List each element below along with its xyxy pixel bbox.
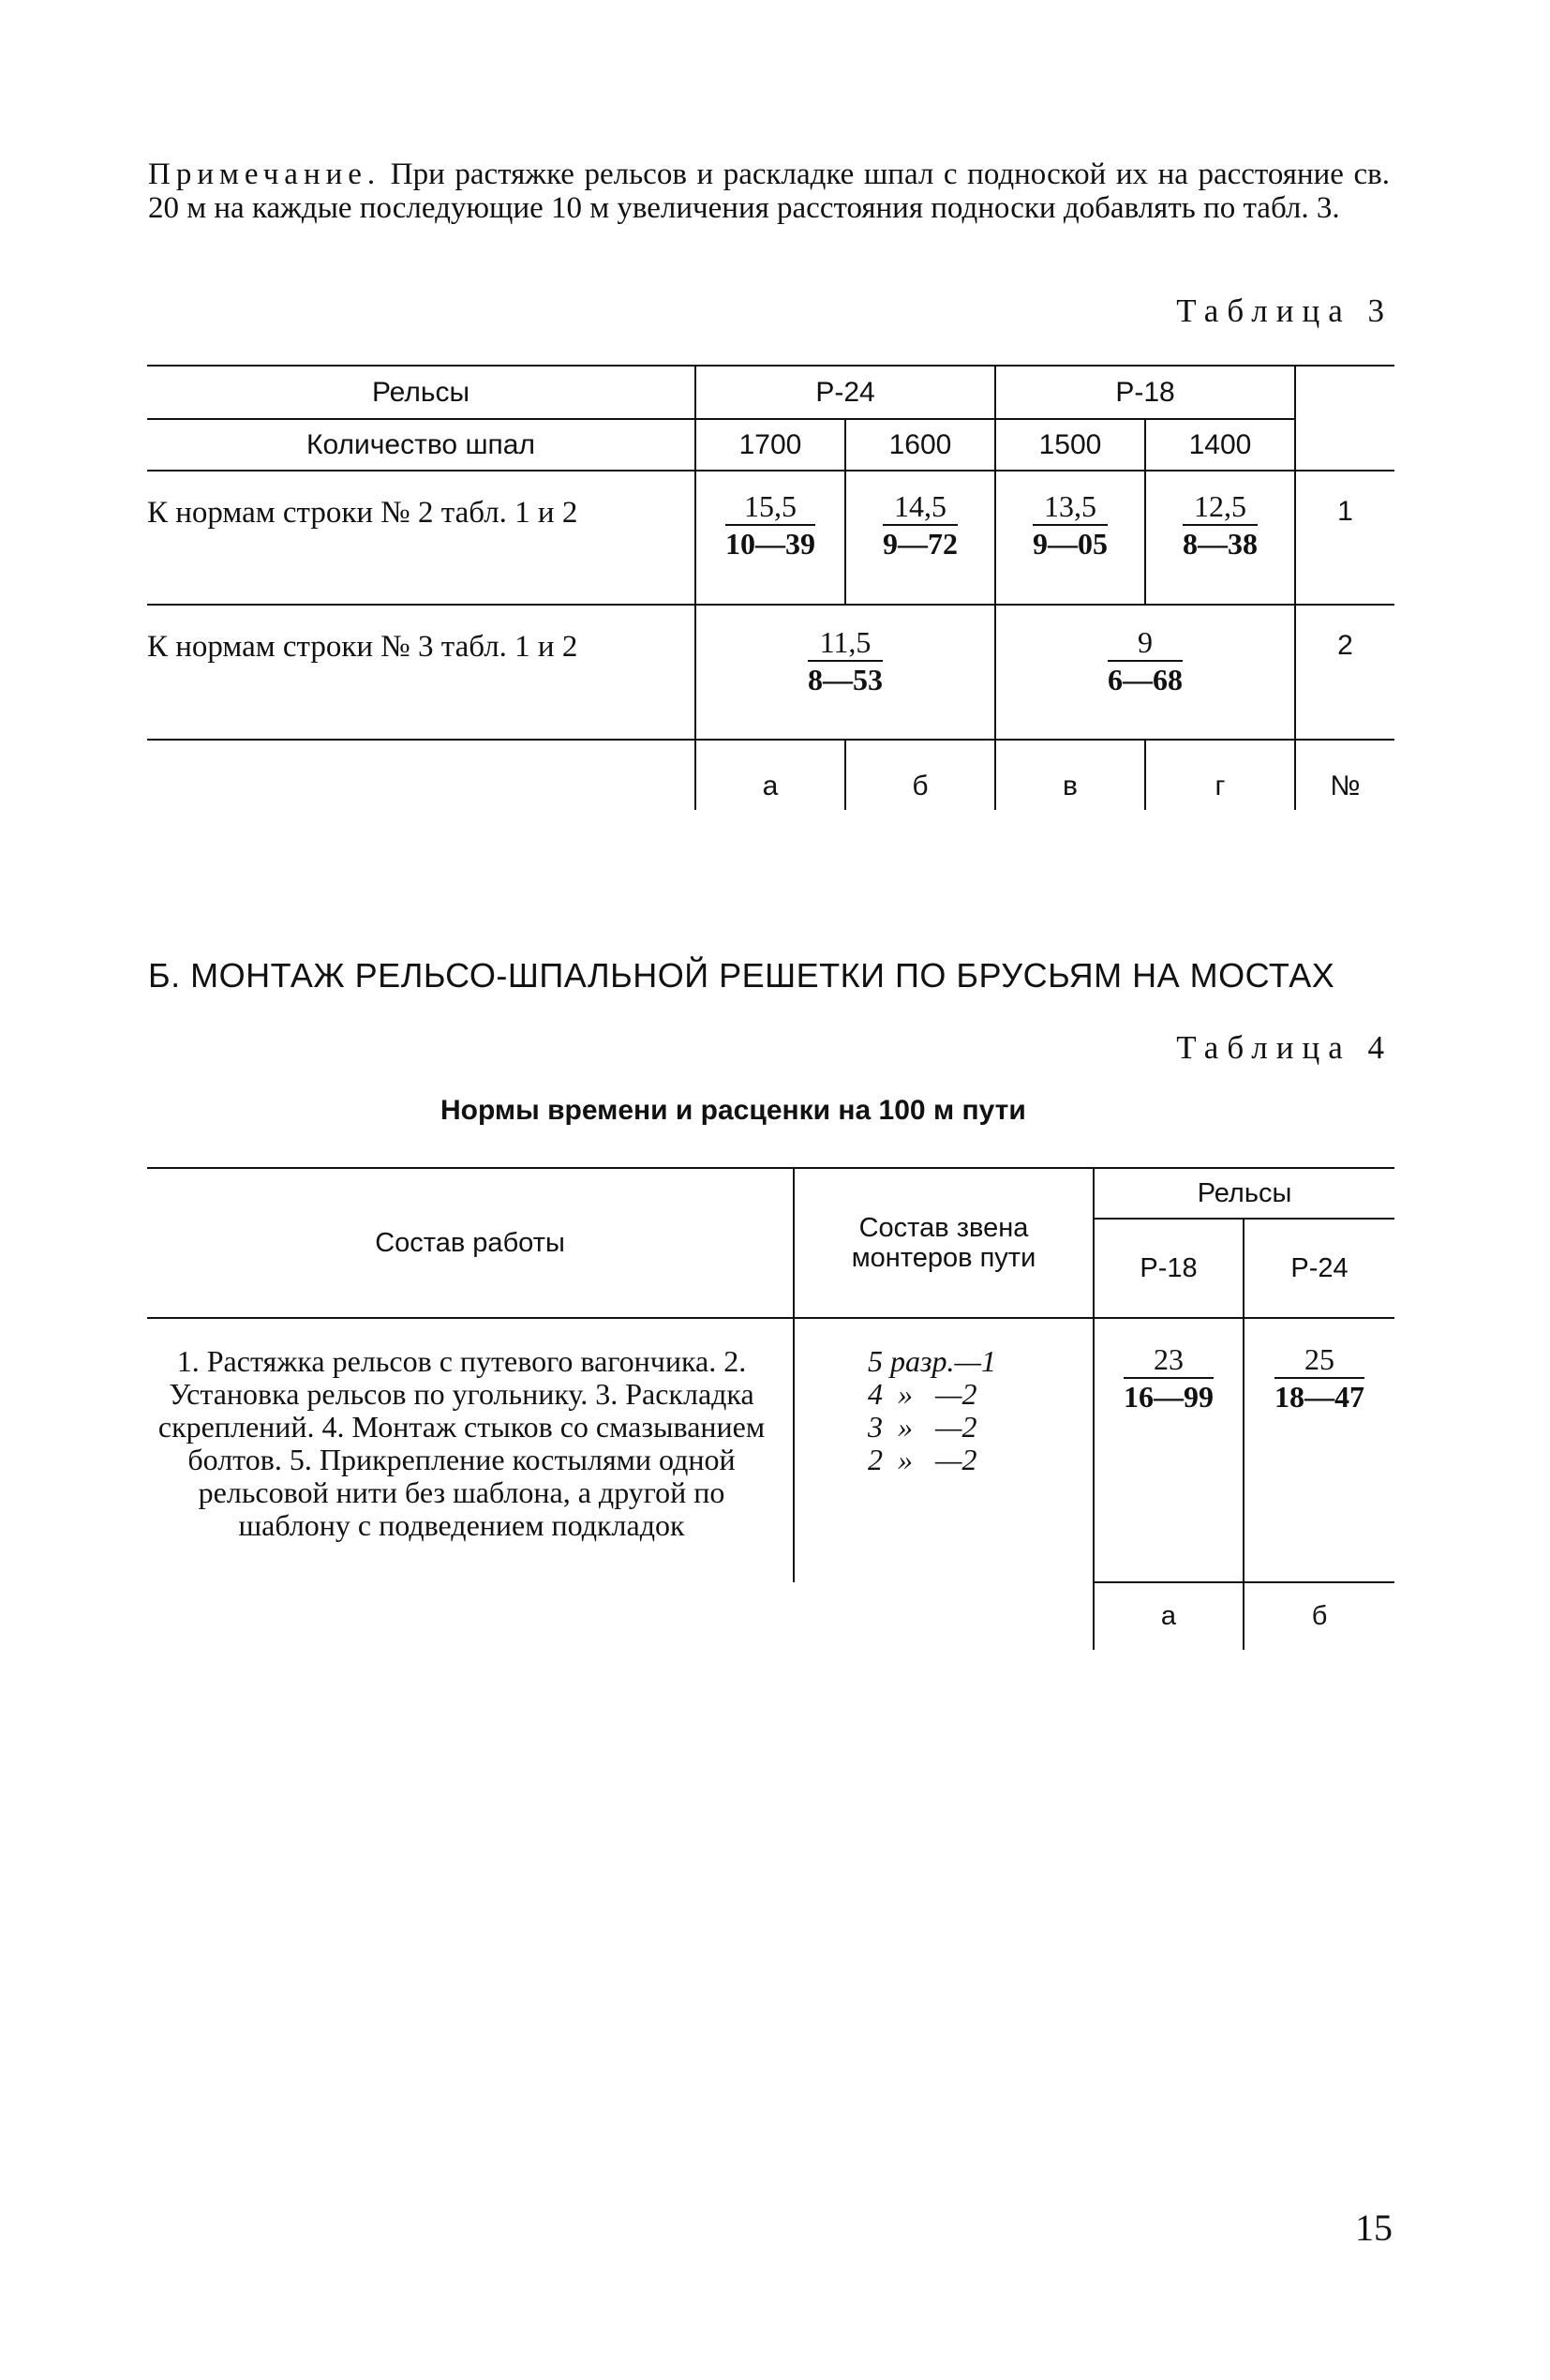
table3-caption: Таблица 3 <box>1176 292 1393 329</box>
t3-letter-g: г <box>1145 740 1295 810</box>
t3-row1-a-rate: 10—39 <box>725 527 815 561</box>
note-label: Примечание. <box>148 157 381 191</box>
t3-header-p24: Р-24 <box>695 366 995 419</box>
t4-p18-norm: 23 <box>1124 1341 1214 1379</box>
t3-footer-blank <box>147 740 695 810</box>
t3-row1-g-norm: 12,5 <box>1183 488 1258 526</box>
t3-sleepers-1400: 1400 <box>1145 419 1295 471</box>
t3-letter-b: б <box>845 740 995 810</box>
t4-header-p24: Р-24 <box>1244 1219 1394 1318</box>
t3-row2-p24-norm: 11,5 <box>808 624 883 662</box>
t3-row2-p18-rate: 6—68 <box>1108 663 1183 696</box>
t3-row1-no: 1 <box>1295 471 1394 605</box>
t4-header-p18: Р-18 <box>1094 1219 1244 1318</box>
t4-header-rails: Рельсы <box>1094 1168 1394 1219</box>
t3-row1-a-norm: 15,5 <box>725 488 815 526</box>
t3-row1-v-norm: 13,5 <box>1033 488 1108 526</box>
t3-sleepers-1500: 1500 <box>995 419 1145 471</box>
t3-row2-no: 2 <box>1295 605 1394 740</box>
t3-letter-no: № <box>1330 771 1361 801</box>
table-3 <box>147 365 1394 810</box>
t3-row2-cell-p24 <box>695 605 995 740</box>
t3-row1-cell-v <box>995 471 1145 605</box>
t4-p24-rate: 18—47 <box>1274 1380 1364 1414</box>
t3-row1-cell-b <box>845 471 995 605</box>
t3-header-p18: Р-18 <box>995 366 1295 419</box>
t3-row1-cell-a <box>695 471 845 605</box>
t4-p18-rate: 16—99 <box>1124 1380 1214 1414</box>
t4-cell-p24 <box>1244 1318 1394 1582</box>
t3-row1-b-norm: 14,5 <box>883 488 958 526</box>
table-4 <box>147 1167 1394 1650</box>
t3-row2-p24-rate: 8—53 <box>808 663 883 696</box>
t3-sleepers-1600: 1600 <box>845 419 995 471</box>
t4-cell-p18 <box>1094 1318 1244 1582</box>
t3-row2-cell-p18 <box>995 605 1295 740</box>
t4-header-crew: Состав звена монтеров пути <box>794 1168 1094 1318</box>
section-b-heading: Б. МОНТАЖ РЕЛЬСО-ШПАЛЬНОЙ РЕШЕТКИ ПО БРУСЬЯМ НА МОСТАХ <box>148 956 1335 995</box>
t4-work-text: 1. Растяжка рельсов с путевого вагончика. 2. Установка рельсов по угольнику. 3. Раскладка скреплений. 4. Монтаж стыков со смазыванием болтов. 5. Прикрепление костылями одной рельсовой нити без шаблона, а другой по шаблону с подведением подкладок <box>147 1318 794 1582</box>
page-number: 15 <box>1355 2207 1393 2249</box>
t3-header-sleepers: Количество шпал <box>147 419 695 471</box>
t4-p24-norm: 25 <box>1274 1341 1364 1379</box>
t4-crew <box>794 1318 1094 1582</box>
t4-crew-line-4: 2 » —2 <box>868 1443 977 1476</box>
table4-subtitle: Нормы времени и расценки на 100 м пути <box>440 1095 1026 1126</box>
note-paragraph <box>148 157 1390 225</box>
t3-row1-b-rate: 9—72 <box>883 527 958 561</box>
t4-letter-a: а <box>1094 1582 1244 1650</box>
t4-crew-line-2: 4 » —2 <box>868 1377 977 1411</box>
note-text: При растяжке рельсов и раскладке шпал с подноской их на расстояние св. 20 м на каждые последующие 10 м увеличения расстояния подноски добавлять по табл. 3. <box>148 157 1390 225</box>
t3-row1-label: К нормам строки № 2 табл. 1 и 2 <box>147 471 695 605</box>
table4-caption: Таблица 4 <box>1176 1029 1393 1066</box>
t4-header-work: Состав работы <box>147 1168 794 1318</box>
t3-header-rails: Рельсы <box>147 366 695 419</box>
t3-row1-v-rate: 9—05 <box>1033 527 1108 561</box>
t3-sleepers-1700: 1700 <box>695 419 845 471</box>
t3-row1-cell-g <box>1145 471 1295 605</box>
t3-header-no-blank <box>1295 366 1394 471</box>
t3-letter-a: а <box>695 740 845 810</box>
t3-row1-g-rate: 8—38 <box>1183 527 1258 561</box>
t3-row2-label: К нормам строки № 3 табл. 1 и 2 <box>147 605 695 740</box>
t4-crew-line-3: 3 » —2 <box>868 1410 977 1444</box>
t3-letter-v: в <box>995 740 1145 810</box>
t3-row2-p18-norm: 9 <box>1108 624 1183 662</box>
t4-footer-blank <box>147 1582 1094 1650</box>
t4-crew-line-1: 5 разр.—1 <box>868 1344 996 1378</box>
t4-letter-b: б <box>1311 1601 1328 1631</box>
